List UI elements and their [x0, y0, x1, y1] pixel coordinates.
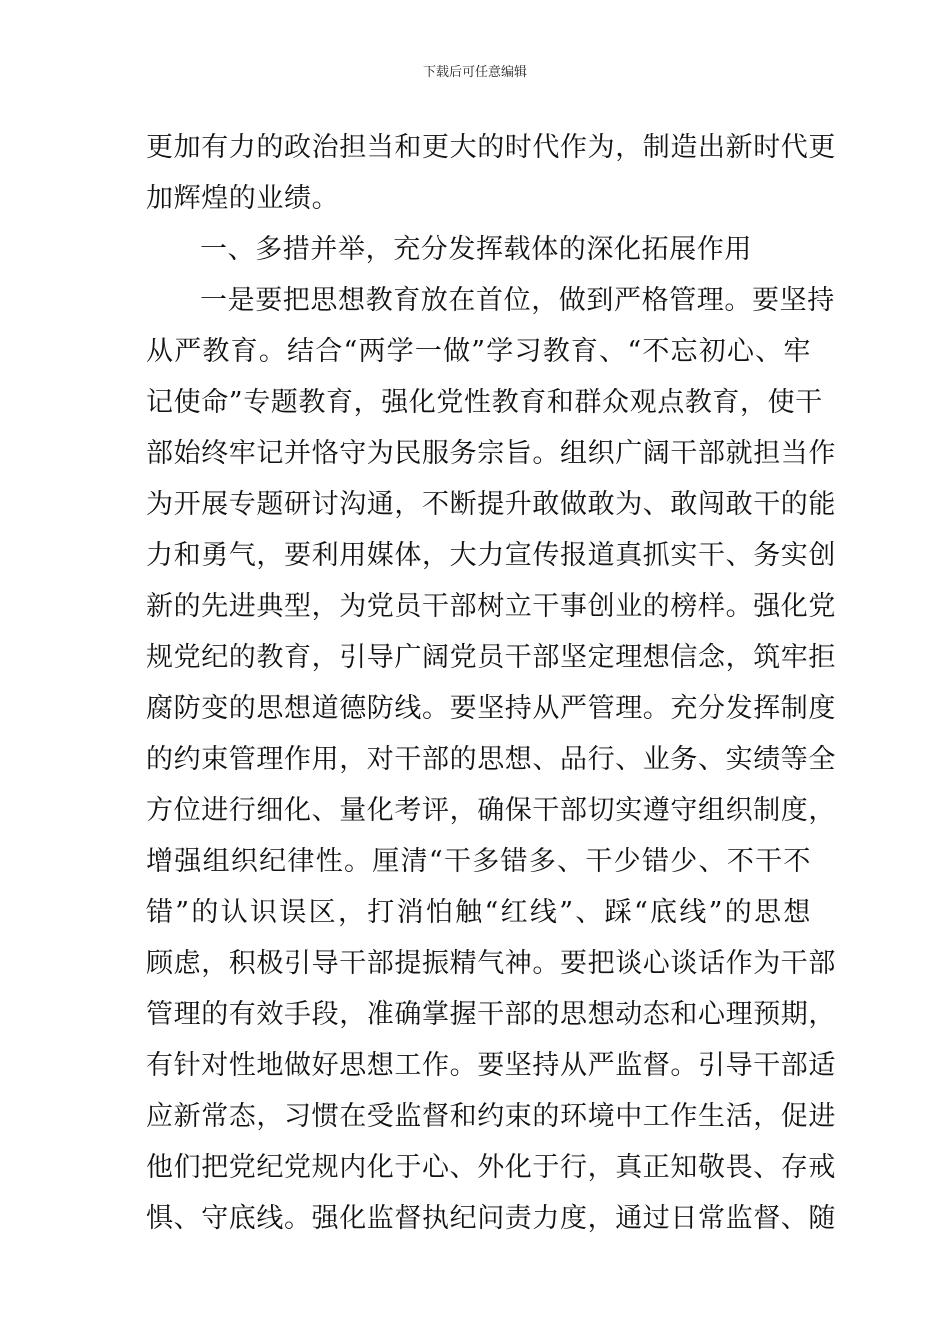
text-line: 力和勇气，要利用媒体，大力宣传报道真抓实干、务实创	[146, 540, 836, 571]
text-line: 的约束管理作用，对干部的思想、品行、业务、实绩等全	[146, 744, 836, 775]
text-line: 错”的认识误区，打消怕触“红线”、踩“底线”的思想	[146, 897, 811, 928]
text-line: 新的先进典型，为党员干部树立干事创业的榜样。强化党	[146, 591, 836, 622]
text-line: 为开展专题研讨沟通，不断提升敢做敢为、敢闯敢干的能	[146, 489, 836, 520]
text-line: 方位进行细化、量化考评，确保干部切实遵守组织制度，	[146, 795, 836, 826]
text-line: 腐防变的思想道德防线。要坚持从严管理。充分发挥制度	[146, 693, 836, 724]
text-line: 加辉煌的业绩。	[146, 183, 340, 214]
text-line: 惧、守底线。强化监督执纪问责力度，通过日常监督、随	[146, 1203, 836, 1234]
text-line: 有针对性地做好思想工作。要坚持从严监督。引导干部适	[146, 1050, 836, 1081]
section-heading: 一、多措并举，充分发挥载体的深化拓展作用	[200, 234, 752, 265]
text-line: 部始终牢记并恪守为民服务宗旨。组织广阔干部就担当作	[146, 438, 836, 469]
text-line: 记使命”专题教育，强化党性教育和群众观点教育，使干	[146, 387, 823, 418]
text-line: 他们把党纪党规内化于心、外化于行，真正知敬畏、存戒	[146, 1152, 836, 1183]
text-line: 顾虑，积极引导干部提振精气神。要把谈心谈话作为干部	[146, 948, 836, 979]
text-line: 从严教育。结合“两学一做”学习教育、“不忘初心、牢	[146, 336, 811, 367]
text-line: 一是要把思想教育放在首位，做到严格管理。要坚持	[200, 285, 835, 316]
document-body	[146, 122, 836, 1244]
text-line: 应新常态，习惯在受监督和约束的环境中工作生活，促进	[146, 1101, 836, 1132]
page-header: 下载后可任意编辑	[422, 65, 527, 80]
text-line: 管理的有效手段，准确掌握干部的思想动态和心理预期，	[146, 999, 836, 1030]
text-line: 规党纪的教育，引导广阔党员干部坚定理想信念，筑牢拒	[146, 642, 836, 673]
text-line: 更加有力的政治担当和更大的时代作为，制造出新时代更	[146, 132, 836, 163]
text-line: 增强组织纪律性。厘清“干多错多、干少错少、不干不	[146, 846, 811, 877]
